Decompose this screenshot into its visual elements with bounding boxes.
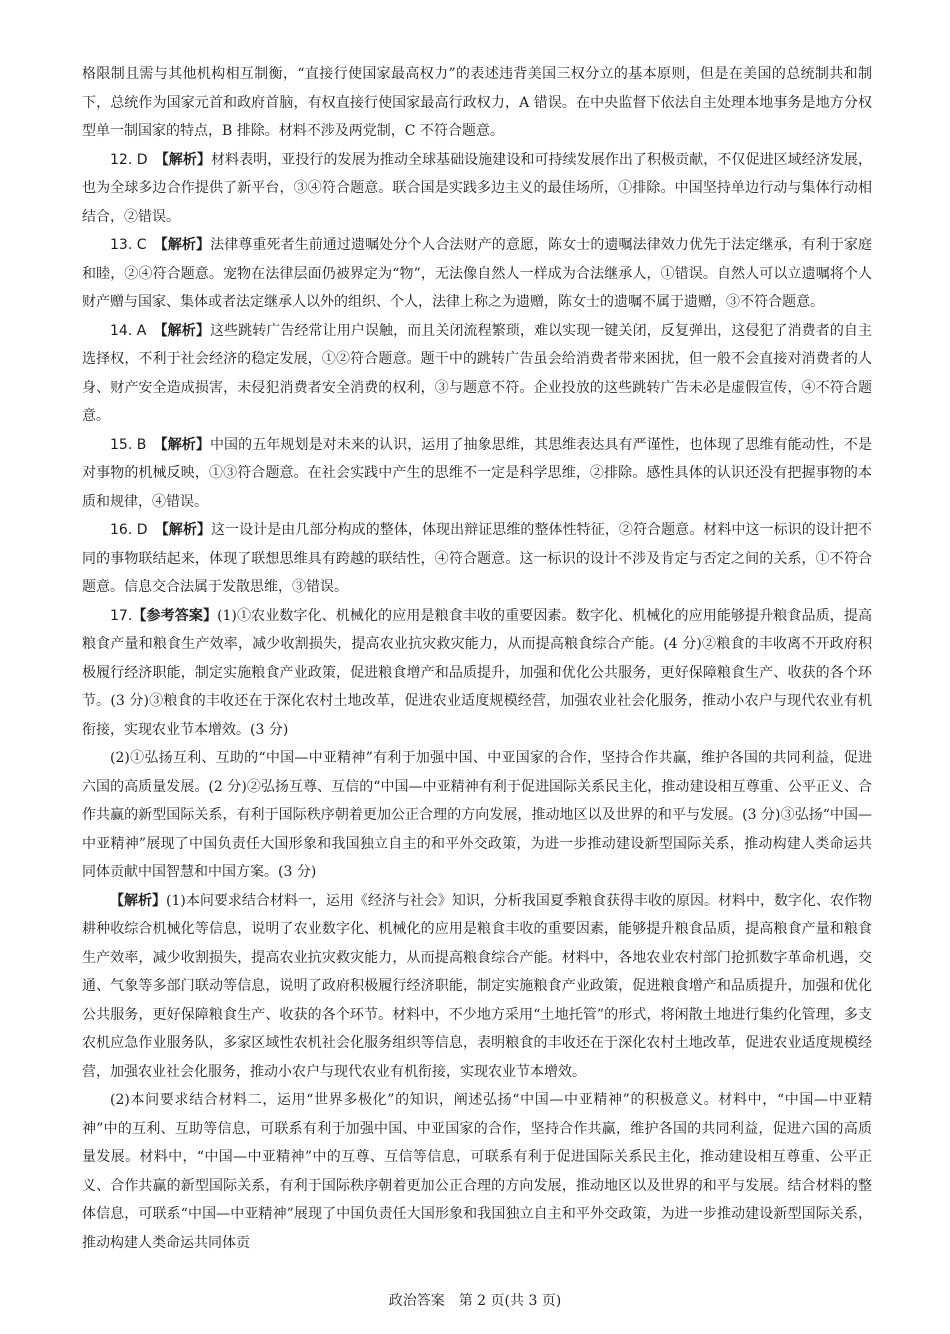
question-number: 17. (110, 607, 133, 624)
analysis-tag: 【解析】 (110, 892, 167, 909)
question-number: 15. B (110, 436, 147, 453)
analysis-tag: 【解析】 (161, 151, 211, 168)
question-number: 12. D (110, 151, 148, 168)
answer-text: 中国的五年规划是对未来的认识，运用了抽象思维，其思维表达具有严谨性，也体现了思维有能动性，不是对事物的机械反映，①③符合题意。在社会实践中产生的思维不一定是科学思维，②排除。感性具体的认识还没有把握事物的本质和规律，④错误。 (82, 436, 873, 510)
answer-text: 法律尊重死者生前通过遗嘱处分个人合法财产的意愿，陈女士的遗嘱法律效力优先于法定继承，有利于家庭和睦，②④符合题意。宠物在法律层面仍被界定为“物”，无法像自然人一样成为合法继承人，①错误。自然人可以立遗嘱将个人财产赠与国家、集体或者法定继承人以外的组织、个人，法律上称之为遗赠，陈女士的遗嘱不属于遗赠，③不符合题意。 (82, 237, 872, 310)
reference-answer-tag: 【参考答案】 (132, 607, 218, 624)
question-number: 16. D (110, 522, 148, 538)
answer-q15 (82, 431, 872, 517)
analysis-q17 (82, 887, 872, 1087)
analysis-tag: 【解析】 (160, 237, 211, 253)
answer-text: (1)①农业数字化、机械化的应用是粮食丰收的重要因素。数字化、机械化的应用能够提升粮食品质，提高粮食产量和粮食生产效率，减少收割损失，提高农业抗灾救灾能力，从而提高粮食综合产能。(4 分)②粮食的丰收离不开政府积极履行经济职能，制定实施粮食产业政策，促进粮食增产和品质提升，加强和优化公共服务，更好保障粮食生产、收获的各个环节。(3 分)③粮食的丰收还在于深化农村土地改革，促进农业适度规模经营，加强农业社会化服务，推动小农户与现代农业有机衔接，实现农业节本增效。(3 分) (82, 607, 872, 738)
answer-text: 材料表明，亚投行的发展为推动全球基础设施建设和可持续发展作出了积极贡献，不仅促进区域经济发展，也为全球多边合作提供了新平台，③④符合题意。联合国是实践多边主义的最佳场所，①排除。中国坚持单边行动与集体行动相结合，②错误。 (82, 151, 873, 225)
analysis-q17-part2: (2)本问要求结合材料二，运用“世界多极化”的知识，阐述弘扬“中国—中亚精神”的积极意义。材料中，“中国—中亚精神”中的互利、互助等信息，可联系有利于加强中国、中亚国家的合作，坚持合作共赢，维护各国的共同利益，促进六国的高质量发展。材料中，“中国—中亚精神”中的互尊、互信等信息，可联系有利于促进国际关系民主化，推动建设相互尊重、公平正义、合作共赢的新型国际关系，有利于国际秩序朝着更加公正合理的方向发展，推动地区以及世界的和平与发展。结合材料的整体信息，可联系“中国—中亚精神”展现了中国负责任大国形象和我国独立自主和平外交政策，为进一步推动建设新型国际关系，推动构建人类命运共同体贡 (82, 1092, 872, 1251)
question-number: 13. C (110, 237, 147, 253)
analysis-tag: 【解析】 (161, 522, 211, 538)
analysis-text: (1)本问要求结合材料一，运用《经济与社会》知识，分析我国夏季粮食获得丰收的原因。材料中，数字化、农作物耕种收综合机械化等信息，说明了农业数字化、机械化的应用是粮食丰收的重要因素，能够提升粮食品质，提高粮食产量和粮食生产效率，减少收割损失，提高农业抗灾救灾能力，从而提高粮食综合产能。材料中，各地农业农村部门抢抓数字革命机遇，交通、气象等多部门联动等信息，说明了政府积极履行经济职能，制定实施粮食产业政策，促进粮食增产和品质提升，加强和优化公共服务，更好保障粮食生产、收获的各个环节。材料中，不少地方采用“土地托管”的形式，将闲散土地进行集约化管理，多支农机应急作业服务队，多家区域性农机社会化服务组织等信息，表明粮食的丰收还在于深化农村土地改革，促进农业适度规模经营，加强农业社会化服务，推动小农户与现代农业有机衔接，实现农业节本增效。 (82, 892, 873, 1080)
paragraph-q11-continued: 格限制且需与其他机构相互制衡，“直接行使国家最高权力”的表述违背美国三权分立的基本原则，但是在美国的总统制共和制下，总统作为国家元首和政府首脑，有权直接行使国家最高行政权力，A 错误。在中央监督下依法自主处理本地事务是地方分权型单一制国家的特点，B 排除。材料不涉及两党制，C 不符合题意。 (82, 66, 872, 139)
page-footer: 政治答案 第 2 页(共 3 页) (388, 1293, 562, 1309)
analysis-tag: 【解析】 (160, 436, 210, 453)
question-number: 14. A (110, 322, 147, 339)
answer-text: 这一设计是由几部分构成的整体，体现出辩证思维的整体性特征，②符合题意。材料中这一标识的设计把不同的事物联结起来，体现了联想思维具有跨越的联结性，④符合题意。这一标识的设计不涉及肯定与否定之间的关系，①不符合题意。信息交合法属于发散思维，③错误。 (82, 522, 873, 595)
answer-q16 (82, 516, 872, 602)
answer-q12 (82, 146, 872, 232)
answer-text: 这些跳转广告经常让用户误触，而且关闭流程繁琐，难以实现一键关闭，反复弹出，这侵犯了消费者的自主选择权，不利于社会经济的稳定发展，①②符合题意。题干中的跳转广告虽会给消费者带来困扰，但一般不会直接对消费者的人身、财产安全造成损害，未侵犯消费者安全消费的权利，③与题意不符。企业投放的这些跳转广告未必是虚假宣传，④不符合题意。 (82, 322, 873, 424)
answer-q17 (82, 602, 872, 745)
answer-q14 (82, 317, 872, 431)
answer-q17-part2: (2)①弘扬互利、互助的“中国—中亚精神”有利于加强中国、中亚国家的合作，坚持合作共赢，维护各国的共同利益，促进六国的高质量发展。(2 分)②弘扬互尊、互信的“中国—中亚精神有利于促进国际关系民主化，推动建设相互尊重、公平正义、合作共赢的新型国际关系，有利于国际秩序朝着更加公正合理的方向发展，推动地区以及世界的和平与发展。(3 分)③弘扬“中国—中亚精神”展现了中国负责任大国形象和我国独立自主的和平外交政策，为进一步推动建设新型国际关系，推动构建人类命运共同体贡献中国智慧和中国方案。(3 分) (82, 750, 872, 880)
answer-q13 (82, 231, 872, 317)
answer-page-body (82, 60, 872, 1257)
analysis-tag: 【解析】 (160, 322, 210, 339)
